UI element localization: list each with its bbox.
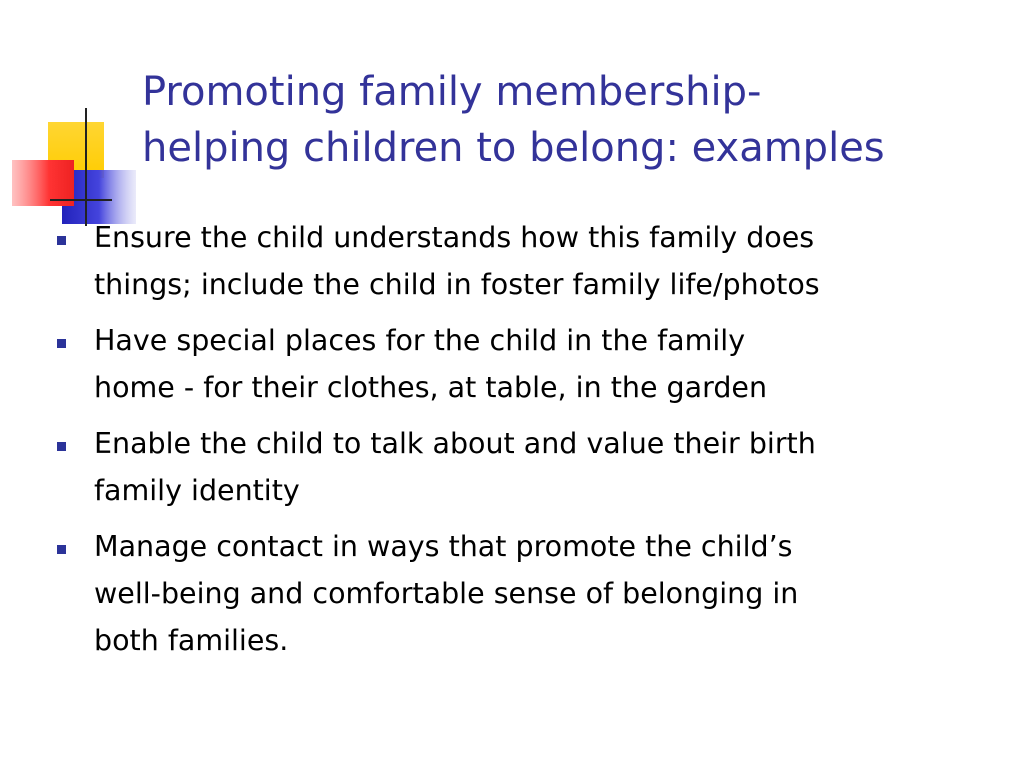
bullet-item — [50, 214, 1010, 308]
bullet-item — [50, 523, 1010, 664]
bullet-item — [50, 317, 1010, 411]
bullet-line: both families. — [94, 624, 289, 657]
bullet-line: Manage contact in ways that promote the child’s — [94, 530, 793, 563]
square-bullet-icon — [57, 442, 66, 451]
bullet-line: well-being and comfortable sense of belonging in — [94, 577, 799, 610]
square-bullet-icon — [57, 339, 66, 348]
bullet-line: Have special places for the child in the family — [94, 324, 746, 357]
template-decoration-logo — [0, 0, 140, 240]
bullet-line: things; include the child in foster family life/photos — [94, 268, 820, 301]
slide-title-line-2: helping children to belong: examples — [142, 125, 885, 171]
slide-title-line-1: Promoting family membership- — [142, 69, 762, 115]
bullet-line: home - for their clothes, at table, in the garden — [94, 371, 768, 404]
bullet-item — [50, 420, 1010, 514]
slide-title — [142, 64, 1012, 176]
square-bullet-icon — [57, 545, 66, 554]
square-bullet-icon — [57, 236, 66, 245]
bullet-list — [50, 214, 1010, 673]
bullet-line: Ensure the child understands how this family does — [94, 221, 815, 254]
bullet-line: Enable the child to talk about and value their birth — [94, 427, 816, 460]
bullet-line: family identity — [94, 474, 300, 507]
